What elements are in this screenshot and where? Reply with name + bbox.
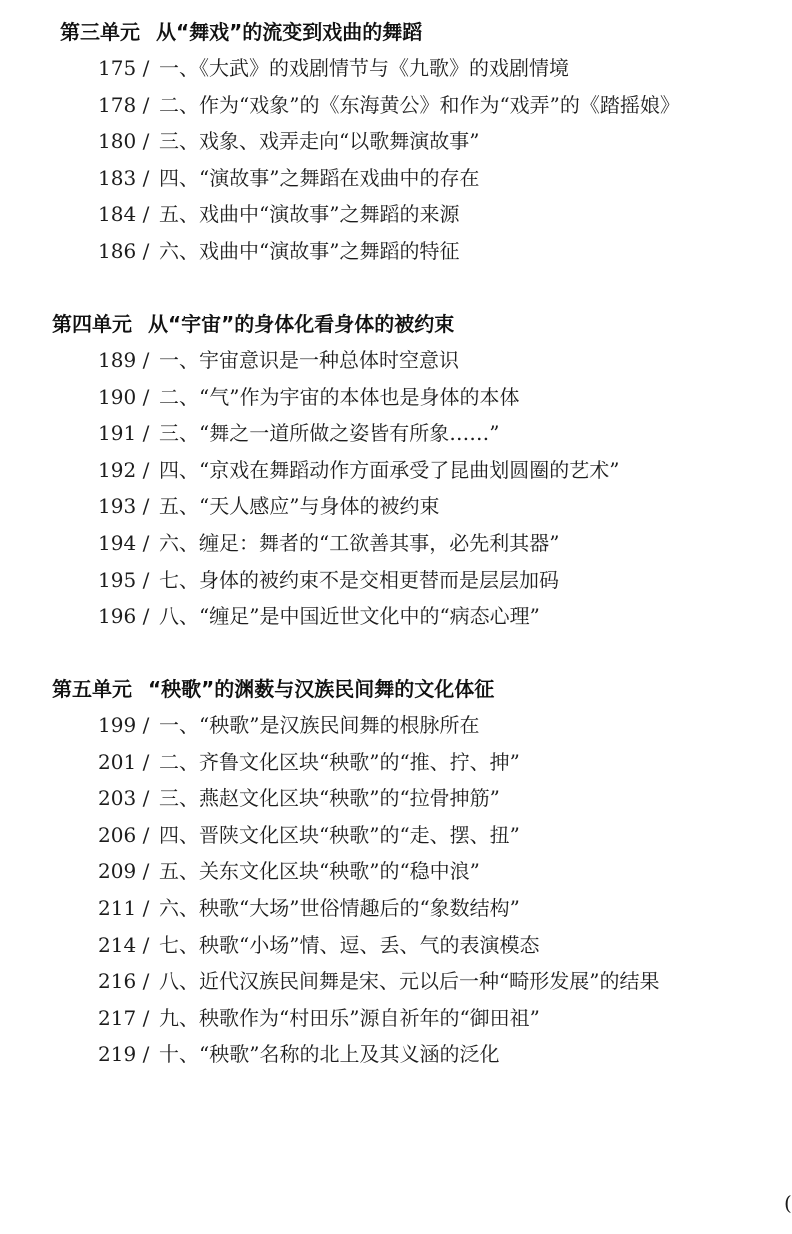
entry-title: 五、关东文化区块“秧歌”的“稳中浪” (159, 859, 480, 884)
page-number: 186 (98, 238, 137, 263)
page-number: 196 (98, 604, 137, 629)
entry-title: 六、缠足：舞者的“工欲善其事，必先利其器” (159, 530, 560, 555)
entry-title: 六、戏曲中“演故事”之舞蹈的特征 (159, 238, 460, 263)
toc-entry[interactable] (0, 707, 790, 744)
toc-entry[interactable] (0, 379, 790, 416)
separator: / (142, 202, 150, 227)
toc-entry[interactable] (0, 123, 790, 160)
page-number: 211 (98, 895, 137, 920)
separator: / (142, 165, 150, 190)
toc-entry[interactable] (0, 1036, 790, 1073)
toc-entry[interactable] (0, 853, 790, 890)
toc-entry[interactable] (0, 927, 790, 964)
entry-title: 四、晋陕文化区块“秧歌”的“走、摆、扭” (159, 822, 520, 847)
page-number: 191 (98, 421, 137, 446)
entry-title: 三、燕赵文化区块“秧歌”的“拉骨抻筋” (159, 786, 500, 811)
unit-heading (0, 306, 790, 342)
page-number: 209 (98, 859, 137, 884)
page-number: 190 (98, 384, 137, 409)
toc-entry[interactable] (0, 744, 790, 781)
entry-title: 五、“天人感应”与身体的被约束 (159, 494, 440, 519)
toc-entry[interactable] (0, 50, 790, 87)
entry-title: 二、作为“戏象”的《东海黄公》和作为“戏弄”的《踏摇娘》 (159, 92, 680, 117)
unit-section (0, 14, 790, 270)
unit-section (0, 306, 790, 635)
toc-entry[interactable] (0, 525, 790, 562)
page-number: 219 (98, 1042, 137, 1067)
toc-entry[interactable] (0, 780, 790, 817)
separator: / (142, 567, 150, 592)
page-number: 180 (98, 129, 137, 154)
separator: / (142, 348, 150, 372)
page-number: 214 (98, 932, 137, 957)
page-number: 217 (98, 1005, 137, 1030)
page-number: 184 (98, 202, 137, 227)
entry-list (0, 707, 790, 1073)
entry-title: 八、近代汉族民间舞是宋、元以后一种“畸形发展”的结果 (159, 969, 660, 994)
entry-title: 四、“演故事”之舞蹈在戏曲中的存在 (159, 165, 480, 190)
separator: / (142, 822, 150, 847)
toc-entry[interactable] (0, 233, 790, 270)
separator: / (142, 92, 150, 117)
page-number: 193 (98, 494, 137, 519)
entry-title: 二、齐鲁文化区块“秧歌”的“推、拧、抻” (159, 749, 520, 774)
separator: / (142, 56, 150, 80)
page-number: 178 (98, 92, 137, 117)
separator: / (142, 1005, 150, 1030)
unit-heading (0, 14, 790, 50)
entry-list (0, 50, 790, 270)
separator: / (142, 786, 150, 811)
toc-entry[interactable] (0, 598, 790, 635)
entry-title: 七、身体的被约束不是交相更替而是层层加码 (159, 567, 559, 592)
entry-title: 六、秧歌“大场”世俗情趣后的“象数结构” (159, 895, 520, 920)
page-number: 199 (98, 713, 137, 737)
entry-title: 三、“舞之一道所做之姿皆有所象……” (159, 421, 500, 446)
separator: / (142, 530, 150, 555)
separator: / (142, 421, 150, 446)
page-number: 192 (98, 457, 137, 482)
page-number: 175 (98, 56, 137, 80)
separator: / (142, 713, 150, 737)
toc-entry[interactable] (0, 488, 790, 525)
toc-entry[interactable] (0, 890, 790, 927)
toc-entry[interactable] (0, 160, 790, 197)
page-number: 203 (98, 786, 137, 811)
entry-title: 四、“京戏在舞蹈动作方面承受了昆曲划圆圈的艺术” (159, 457, 620, 482)
entry-title: 二、“气”作为宇宙的本体也是身体的本体 (159, 384, 520, 409)
separator: / (142, 859, 150, 884)
separator: / (142, 749, 150, 774)
page-edge-mark: ( (784, 1191, 792, 1215)
separator: / (142, 969, 150, 994)
toc-entry[interactable] (0, 562, 790, 599)
unit-title: “秧歌”的渊薮与汉族民间舞的文化体征 (148, 677, 495, 701)
unit-heading (0, 671, 790, 707)
entry-list (0, 342, 790, 635)
unit-label: 第三单元 (60, 20, 140, 44)
separator: / (142, 932, 150, 957)
unit-label: 第四单元 (52, 312, 132, 336)
page-number: 194 (98, 530, 137, 555)
unit-label: 第五单元 (52, 677, 132, 701)
separator: / (142, 457, 150, 482)
toc-entry[interactable] (0, 452, 790, 489)
unit-title: 从“舞戏”的流变到戏曲的舞蹈 (156, 20, 423, 44)
entry-title: 一、《大武》的戏剧情节与《九歌》的戏剧情境 (159, 56, 569, 80)
separator: / (142, 494, 150, 519)
entry-title: 七、秧歌“小场”情、逗、丢、气的表演模态 (159, 932, 540, 957)
separator: / (142, 129, 150, 154)
separator: / (142, 238, 150, 263)
toc-entry[interactable] (0, 817, 790, 854)
toc-entry[interactable] (0, 1000, 790, 1037)
page-number: 216 (98, 969, 137, 994)
entry-title: 十、“秧歌”名称的北上及其义涵的泛化 (159, 1042, 500, 1067)
separator: / (142, 895, 150, 920)
unit-title: 从“宇宙”的身体化看身体的被约束 (148, 312, 455, 336)
entry-title: 三、戏象、戏弄走向“以歌舞演故事” (159, 129, 480, 154)
page-number: 206 (98, 822, 137, 847)
entry-title: 五、戏曲中“演故事”之舞蹈的来源 (159, 202, 460, 227)
unit-section (0, 671, 790, 1073)
entry-title: 八、“缠足”是中国近世文化中的“病态心理” (159, 604, 540, 629)
entry-title: 一、宇宙意识是一种总体时空意识 (159, 348, 459, 372)
page-number: 201 (98, 749, 137, 774)
toc-entry[interactable] (0, 963, 790, 1000)
separator: / (142, 604, 150, 629)
separator: / (142, 1042, 150, 1067)
entry-title: 九、秧歌作为“村田乐”源自祈年的“御田祖” (159, 1005, 540, 1030)
toc-entry[interactable] (0, 342, 790, 379)
page-number: 183 (98, 165, 137, 190)
page-number: 189 (98, 348, 137, 372)
toc-entry[interactable] (0, 196, 790, 233)
page-number: 195 (98, 567, 137, 592)
toc-entry[interactable] (0, 87, 790, 124)
separator: / (142, 384, 150, 409)
toc-entry[interactable] (0, 415, 790, 452)
entry-title: 一、“秧歌”是汉族民间舞的根脉所在 (159, 713, 480, 737)
